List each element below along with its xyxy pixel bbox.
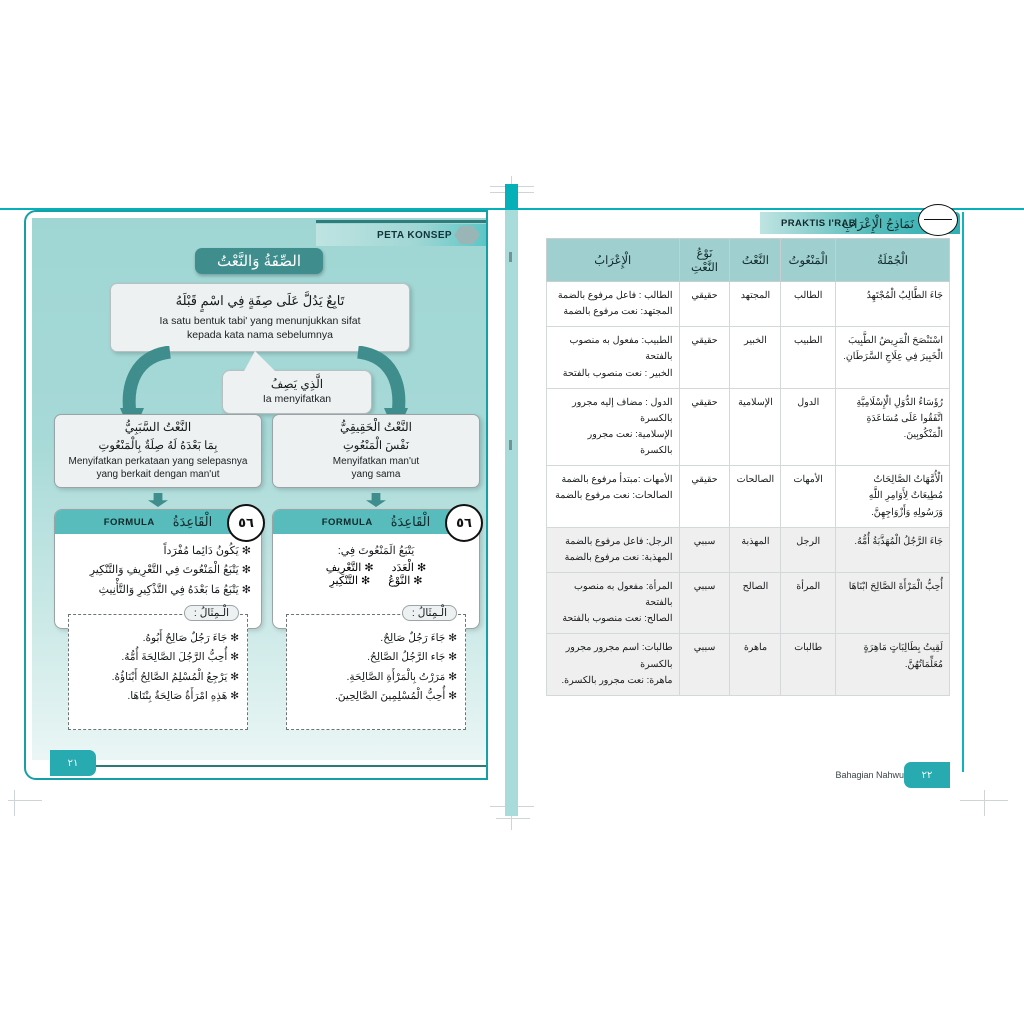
cell-manut: المرأة bbox=[781, 572, 836, 633]
example-line: ✻ هَذِهِ امْرَأَةٌ صَالِحَةٌ بِنْتَاهَا. bbox=[127, 690, 239, 703]
formula-label-ar-haqiqi: الْقَاعِدَةُ bbox=[390, 514, 431, 529]
left-page bbox=[24, 210, 488, 780]
cell-naat-type: حقيقي bbox=[679, 282, 730, 327]
example-line: ✻ جَاء الرَّجُلُ الصَّالِحُ. bbox=[367, 651, 457, 664]
irab-line: طالبات: اسم مجرور مجرور بالكسرة bbox=[565, 642, 673, 670]
cell-jumlah: جَاءَ الطَّالِبُ الْمُجْتَهِدُ bbox=[836, 282, 950, 327]
praktis-irab-label-en: PRAKTIS I'RAB bbox=[780, 217, 856, 229]
table-row bbox=[547, 634, 950, 695]
crop-mark-right-v bbox=[984, 790, 985, 816]
right-page bbox=[538, 212, 960, 780]
type-malay-sababi-2: yang berkait dengan man'ut bbox=[96, 469, 220, 480]
spine-tick-lower bbox=[509, 440, 512, 450]
cell-naat-type: حقيقي bbox=[679, 327, 730, 388]
down-arrow-icon-left bbox=[148, 493, 168, 507]
book-spine bbox=[505, 184, 518, 816]
bubble-arabic: الَّذِي يَصِفُ bbox=[270, 377, 324, 391]
footer-section-label: Bahagian Nahwu bbox=[835, 770, 904, 780]
irab-line: الرجل: فاعل مرفوع بالضمة bbox=[565, 535, 673, 547]
cell-jumlah: لَقِيتُ بِطَالِبَاتٍ مَاهِرَةٍ مُعَلِّمَاتُهُنَّ. bbox=[836, 634, 950, 695]
cell-naat-type: حقيقي bbox=[679, 388, 730, 466]
cell-jumlah: اسْتَنْصَحَ الْمَرِيضُ الطَّبِيبَ الْخَبِيرَ فِي عِلَاجِ السَّرَطَانِ. bbox=[836, 327, 950, 388]
example-label-sababi: الْـمِثَالُ : bbox=[184, 605, 239, 621]
cell-naat: المهذبة bbox=[730, 527, 781, 572]
peta-konsep-banner bbox=[316, 224, 486, 246]
cell-irab bbox=[547, 634, 680, 695]
cell-jumlah: الْأُمَّهَاتُ الصَّالِحَاتُ مُطِيعَاتٌ لِأَوَامِرِ اللَّهِ وَرَسُولِهِ وَأَزْوَاجِهِنَّ. bbox=[836, 466, 950, 527]
table-row bbox=[547, 388, 950, 466]
cell-naat: المجتهد bbox=[730, 282, 781, 327]
example-line: ✻ أُحِبُّ الرَّجُلَ الصَّالِحَةَ أُمُّهُ. bbox=[121, 651, 239, 664]
irab-line: الصالحات: نعت مرفوع بالضمة bbox=[555, 490, 673, 502]
table-row bbox=[547, 572, 950, 633]
circle-divider bbox=[924, 219, 952, 220]
definition-arabic: تَابِعٌ يَدُلَّ عَلَى صِفَةٍ فِي اسْمٍ قَبْلَهُ bbox=[175, 293, 345, 308]
cell-naat: الصالحات bbox=[730, 466, 781, 527]
page-number-right: ٢٢ bbox=[904, 762, 950, 788]
irab-line: الطبيب: مفعول به منصوب بالفتحة bbox=[569, 335, 673, 363]
circle-harakat-icon bbox=[918, 204, 958, 236]
definition-malay-1: Ia satu bentuk tabi' yang menunjukkan sifat bbox=[159, 314, 361, 327]
formula-label-ar-sababi: الْقَاعِدَةُ bbox=[172, 514, 213, 529]
praktis-irab-banner bbox=[760, 212, 960, 234]
table-row bbox=[547, 527, 950, 572]
irab-line: الإسلامية: نعت مجرور بالكسرة bbox=[587, 428, 673, 457]
crop-mark-left-v bbox=[14, 790, 15, 816]
speech-bubble bbox=[222, 370, 372, 414]
formula-header-sababi bbox=[55, 510, 261, 534]
formula-badge-sababi: ٥٦ bbox=[227, 504, 265, 542]
cell-jumlah: رُؤَسَاءُ الدُّوَلِ الْإِسْلَامِيَّةِ اتَّفَقُوا عَلَى مُسَاعَدَةِ الْمَنْكُوبِينَ. bbox=[836, 388, 950, 466]
example-line: ✻ جَاءَ رَجُلٌ صَالِحٌ أَبُوهُ. bbox=[142, 632, 239, 644]
table-header-row bbox=[547, 239, 950, 282]
cell-manut: الرجل bbox=[781, 527, 836, 572]
formula-label-en-haqiqi: FORMULA bbox=[321, 516, 373, 528]
cell-irab bbox=[547, 572, 680, 633]
praktis-irab-label-ar: نَمَاذِجُ الْإِعْرَابِ bbox=[842, 216, 914, 231]
type-box-haqiqi bbox=[272, 414, 480, 488]
right-page-footer bbox=[829, 762, 950, 788]
cell-irab bbox=[547, 327, 680, 388]
type-heading-sababi: النَّعْتُ السَّبَبِيُّ bbox=[124, 420, 192, 434]
formula-line: ✻ يَتْبَعُ مَا بَعْدَهُ فِي التَّذْكِيرِ وَالتَّأْنِيثِ bbox=[98, 583, 251, 596]
cell-naat-type: سببي bbox=[679, 634, 730, 695]
type-heading-haqiqi: النَّعْتُ الْحَقِيقِيُّ bbox=[339, 420, 413, 434]
formula-pair-item: ✻ النَّوْعُ bbox=[388, 575, 423, 588]
definition-malay-2: kepada kata nama sebelumnya bbox=[187, 328, 333, 341]
hexagon-icon bbox=[454, 226, 480, 244]
irab-line: الصالح: نعت منصوب بالفتحة bbox=[562, 613, 673, 625]
table-row bbox=[547, 466, 950, 527]
irab-line: الأمهات :مبتدأ مرفوع بالضمة bbox=[561, 474, 673, 486]
cell-irab bbox=[547, 466, 680, 527]
irab-line: المجتهد: نعت مرفوع بالضمة bbox=[563, 306, 673, 318]
cell-irab bbox=[547, 527, 680, 572]
left-page-footer-rule bbox=[96, 765, 486, 767]
cell-manut: الطبيب bbox=[781, 327, 836, 388]
spine-cap bbox=[505, 184, 518, 210]
example-label-haqiqi: الْـمِثَالُ : bbox=[402, 605, 457, 621]
table-row bbox=[547, 327, 950, 388]
irab-line: الدول : مضاف إليه مجرور بالكسرة bbox=[572, 396, 673, 424]
irab-table bbox=[546, 238, 950, 696]
col-header-manut: الْمَنْعُوتُ bbox=[781, 239, 836, 282]
page-title: الصِّفَةُ وَالنَّعْتُ bbox=[195, 248, 323, 274]
formula-pair-item: ✻ التَّنْكِيرِ bbox=[329, 575, 371, 588]
cell-naat-type: سببي bbox=[679, 572, 730, 633]
bubble-malay: Ia menyifatkan bbox=[262, 393, 332, 405]
cell-naat: الصالح bbox=[730, 572, 781, 633]
cell-jumlah: جَاءَ الرَّجُلُ الْمُهَذَّبَةُ أُمُّهُ. bbox=[836, 527, 950, 572]
cell-naat-type: حقيقي bbox=[679, 466, 730, 527]
type-malay-haqiqi-1: Menyifatkan man'ut bbox=[332, 456, 420, 467]
type-malay-haqiqi-2: yang sama bbox=[351, 469, 401, 480]
cell-naat-type: سببي bbox=[679, 527, 730, 572]
example-box-haqiqi bbox=[286, 607, 466, 730]
formula-header-haqiqi bbox=[273, 510, 479, 534]
cell-manut: الأمهات bbox=[781, 466, 836, 527]
formula-line: ✻ يَتْبَعُ الْمَنْعُوتَ فِي التَّعْرِيفِ وَالتَّنْكِيرِ bbox=[89, 564, 251, 577]
down-arrow-icon-right bbox=[366, 493, 386, 507]
type-box-sababi bbox=[54, 414, 262, 488]
cell-manut: طالبات bbox=[781, 634, 836, 695]
irab-line: الخبير : نعت منصوب بالفتحة bbox=[562, 367, 673, 379]
col-header-jumlah: الْجُمْلَةُ bbox=[836, 239, 950, 282]
example-line: ✻ جَاءَ رَجُلٌ صَالِحٌ. bbox=[380, 632, 457, 644]
irab-line: ماهرة: نعت مجرور بالكسرة. bbox=[561, 674, 673, 686]
formula-pair-item: ✻ الْعَدَد bbox=[391, 562, 427, 575]
type-malay-sababi-1: Menyifatkan perkataan yang selepasnya bbox=[68, 456, 248, 467]
spine-tick-upper bbox=[509, 252, 512, 262]
cell-manut: الدول bbox=[781, 388, 836, 466]
cell-manut: الطالب bbox=[781, 282, 836, 327]
cell-naat: ماهرة bbox=[730, 634, 781, 695]
example-line: ✻ يَرْجِعُ الْمُسْلِمُ الصَّالِحُ أَبْنَاؤُهُ. bbox=[111, 670, 239, 683]
example-line: ✻ أُحِبُّ الْمُسْلِمِينَ الصَّالِحِينَ. bbox=[334, 690, 457, 703]
irab-line: المرأة: مفعول به منصوب بالفتحة bbox=[574, 580, 673, 609]
example-box-sababi bbox=[68, 607, 248, 730]
formula-line: ✻ يَكُونُ دَائِما مُفْرَداً bbox=[163, 545, 251, 557]
formula-label-en-sababi: FORMULA bbox=[103, 516, 155, 528]
crop-mark-bottom3 bbox=[496, 818, 530, 819]
formula-pair-row bbox=[283, 561, 469, 574]
formula-pair-item: ✻ التَّعْرِيفِ bbox=[325, 562, 374, 575]
example-line: ✻ مَرَرْتُ بِالْمَرْأَةِ الصَّالِحَةِ. bbox=[346, 670, 457, 683]
cell-naat: الخبير bbox=[730, 327, 781, 388]
left-page-canvas bbox=[32, 218, 486, 760]
definition-box bbox=[110, 283, 410, 352]
page-number-left: ٢١ bbox=[50, 750, 96, 776]
banner-top-rule bbox=[316, 220, 486, 223]
formula-intro: يَتْبَعُ الَمَنْعُوتَ فِي: bbox=[337, 545, 415, 557]
col-header-naat: النَّعْتُ bbox=[730, 239, 781, 282]
type-arabic-sababi: بِمَا بَعْدَهُ لَهُ صِلَةٌ بِالْمَنْعُوتِ bbox=[98, 440, 218, 452]
peta-konsep-label: PETA KONSEP bbox=[377, 229, 452, 241]
type-arabic-haqiqi: نَفْسَ الْمَنْعُوتِ bbox=[342, 440, 409, 452]
table-row bbox=[547, 282, 950, 327]
irab-line: الطالب : فاعل مرفوع بالضمة bbox=[557, 290, 673, 301]
right-page-edge-rule bbox=[962, 212, 964, 772]
formula-pair-row bbox=[283, 574, 469, 587]
cell-irab bbox=[547, 388, 680, 466]
formula-badge-haqiqi: ٥٦ bbox=[445, 504, 483, 542]
col-header-naat-type: نَوْعُ النَّعْتِ bbox=[679, 239, 730, 282]
cell-naat: الإسلامية bbox=[730, 388, 781, 466]
col-header-irab: الْإِعْرَابُ bbox=[547, 239, 680, 282]
cell-jumlah: أُحِبُّ الْمَرْأَةَ الصَّالِحَ ابْنَاهَا bbox=[836, 572, 950, 633]
cell-irab bbox=[547, 282, 680, 327]
irab-line: المهذبة: نعت مرفوع بالضمة bbox=[564, 551, 673, 563]
